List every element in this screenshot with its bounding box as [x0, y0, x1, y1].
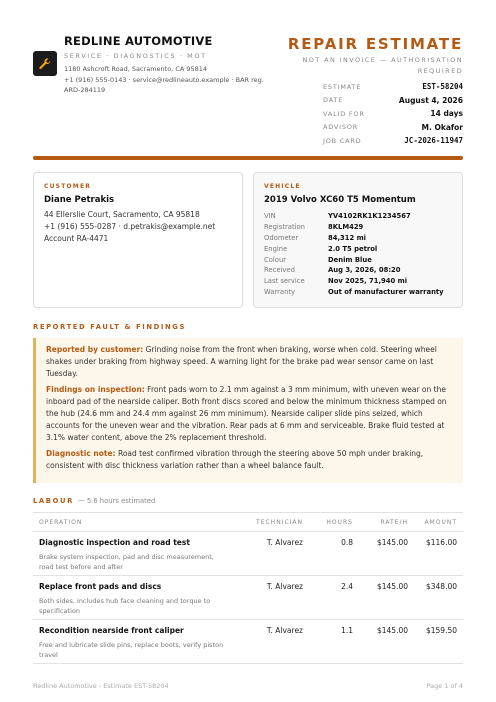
operation-cell — [33, 582, 228, 619]
customer-address: 44 Ellerslie Court, Sacramento, CA 95818 — [44, 210, 200, 219]
brand-logo — [33, 51, 57, 76]
finding-text: Grinding noise from the front when braking, worse when cold. Steering wheel shakes under braking from highway speed. A warning light for the brake pad wear sensor came on last Tuesday. — [46, 345, 437, 378]
findings-section-title: REPORTED FAULT & FINDINGS — [33, 323, 186, 331]
technician-cell: T. Alvarez — [266, 538, 303, 547]
meta-row — [323, 80, 463, 94]
vehicle-label: Last service — [264, 277, 305, 286]
operation-name: Replace front pads and discs — [39, 582, 162, 591]
meta-row — [323, 121, 463, 135]
vin-value: YV4102RK1K1234567 — [328, 212, 411, 221]
operation-description: Brake system inspection, pad and disc measurement, road test before and after — [39, 553, 214, 571]
brand-address-line: 1180 Ashcroft Road, Sacramento, CA 95814 — [64, 65, 208, 73]
vehicle-row — [264, 265, 459, 276]
meta-label: ESTIMATE — [323, 82, 362, 91]
advisor-name: M. Okafor — [421, 122, 463, 132]
operation-name: Diagnostic inspection and road test — [39, 538, 190, 547]
operation-cell — [33, 538, 228, 575]
validity-period: 14 days — [430, 109, 463, 119]
vehicle-row — [264, 276, 459, 287]
header-technician: TECHNICIAN — [256, 518, 303, 526]
vehicle-details — [264, 211, 459, 297]
header-amount: AMOUNT — [424, 518, 457, 526]
technician-cell: T. Alvarez — [266, 626, 303, 635]
amount-cell: $348.00 — [425, 582, 457, 591]
amount-cell: $159.50 — [425, 626, 457, 635]
table-row — [33, 576, 463, 620]
odometer-value: 84,312 mi — [328, 233, 367, 242]
vehicle-row — [264, 211, 459, 222]
job-card-number: JC-2026-11947 — [404, 136, 463, 146]
labour-table-header — [33, 512, 463, 532]
engine-value: 2.0 T5 petrol — [328, 244, 378, 253]
vehicle-label: Colour — [264, 255, 287, 264]
header-rate: RATE/H — [380, 518, 408, 526]
rate-cell: $145.00 — [376, 626, 408, 635]
meta-row — [323, 107, 463, 121]
footer-page-number: Page 1 of 4 — [426, 682, 463, 690]
warranty-value: Out of manufacturer warranty — [328, 287, 444, 296]
hours-cell: 0.8 — [341, 538, 353, 547]
operation-description: Both sides, includes hub face cleaning and torque to specification — [39, 597, 211, 615]
vehicle-row — [264, 243, 459, 254]
finding-text: Road test confirmed vibration through the steering above 50 mph under braking, consistent with disc thickness variation rather than a wheel balance fault. — [46, 449, 424, 470]
estimate-number: EST-58204 — [422, 82, 463, 92]
document-header — [33, 34, 463, 154]
meta-label: DATE — [323, 96, 344, 105]
finding-lead: Diagnostic note: — [46, 449, 116, 458]
brand-tagline: SERVICE · DIAGNOSTICS · MOT — [64, 52, 207, 60]
vehicle-section-label: VEHICLE — [264, 183, 301, 190]
finding-inspection — [46, 384, 453, 444]
vehicle-label: VIN — [264, 212, 276, 221]
finding-customer-report — [46, 344, 453, 380]
header-operation: OPERATION — [39, 518, 83, 526]
meta-label: ADVISOR — [323, 123, 359, 132]
meta-row — [323, 94, 463, 108]
rate-cell: $145.00 — [376, 538, 408, 547]
colour-value: Denim Blue — [328, 255, 372, 264]
estimate-date: August 4, 2026 — [398, 95, 463, 105]
labour-title: LABOUR — [33, 497, 74, 505]
finding-diagnostic-note — [46, 448, 453, 472]
registration-value: 8KLM429 — [328, 223, 364, 232]
meta-label: VALID FOR — [323, 109, 365, 118]
brand-address — [64, 64, 279, 96]
customer-account: Account RA-4471 — [44, 234, 109, 243]
customer-contact: +1 (916) 555-0287 · d.petrakis@example.net — [44, 222, 216, 231]
finding-lead: Reported by customer: — [46, 345, 144, 354]
footer-document-ref: Redline Automotive - Estimate EST-58204 — [33, 682, 169, 690]
vehicle-label: Received — [264, 266, 295, 275]
meta-row — [323, 134, 463, 148]
document-title: REPAIR ESTIMATE — [287, 35, 463, 53]
brand-contact-line: +1 (916) 555-0143 · service@redlineauto.example · BAR reg. ARD-284119 — [64, 75, 264, 94]
finding-lead: Findings on inspection: — [46, 385, 145, 394]
vehicle-label: Registration — [264, 223, 305, 232]
hours-cell: 1.1 — [341, 626, 353, 635]
wrench-icon — [38, 57, 52, 71]
amount-cell: $116.00 — [425, 538, 457, 547]
header-divider — [33, 156, 463, 160]
estimate-meta — [323, 80, 463, 148]
labour-section-title — [33, 497, 155, 505]
customer-name: Diane Petrakis — [44, 195, 115, 205]
vehicle-row — [264, 233, 459, 244]
labour-hours-note: — 5.6 hours estimated — [77, 497, 156, 505]
document-subtitle: NOT AN INVOICE — AUTHORISATION REQUIRED — [302, 56, 463, 75]
rate-cell: $145.00 — [376, 582, 408, 591]
finding-text: Front pads worn to 2.1 mm against a 3 mm minimum, with uneven wear on the inboard pad of the nearside caliper. Both front discs scored and below the minimum thickness stamped on the hub (24.6 mm and 24.4 mm against 26 mm minimum). Nearside caliper slide pins seized, which accounts for the uneven wear and the vibration. Rear pads at 6 mm and serviceable. Brake fluid tested at 3.1% water content, above the 2% replacement threshold. — [46, 385, 447, 442]
findings-box — [33, 338, 463, 483]
customer-section-label: CUSTOMER — [44, 183, 92, 190]
labour-table — [33, 512, 463, 664]
table-row — [33, 532, 463, 576]
vehicle-label: Engine — [264, 244, 288, 253]
last-service-value: Nov 2025, 71,940 mi — [328, 277, 408, 286]
customer-card — [33, 172, 243, 308]
operation-description: Free and lubricate slide pins, replace boots, verify piston travel — [39, 641, 224, 659]
hours-cell: 2.4 — [341, 582, 353, 591]
vehicle-row — [264, 287, 459, 298]
technician-cell: T. Alvarez — [266, 582, 303, 591]
operation-name: Recondition nearside front caliper — [39, 626, 184, 635]
vehicle-row — [264, 254, 459, 265]
operation-cell — [33, 626, 228, 663]
meta-label: JOB CARD — [323, 136, 362, 145]
received-value: Aug 3, 2026, 08:20 — [328, 266, 401, 275]
table-row — [33, 620, 463, 664]
brand-name: REDLINE AUTOMOTIVE — [64, 34, 213, 48]
vehicle-label: Warranty — [264, 287, 296, 296]
vehicle-title: 2019 Volvo XC60 T5 Momentum — [264, 195, 416, 205]
vehicle-card — [253, 172, 463, 308]
vehicle-row — [264, 222, 459, 233]
vehicle-label: Odometer — [264, 233, 299, 242]
header-hours: HOURS — [326, 518, 353, 526]
